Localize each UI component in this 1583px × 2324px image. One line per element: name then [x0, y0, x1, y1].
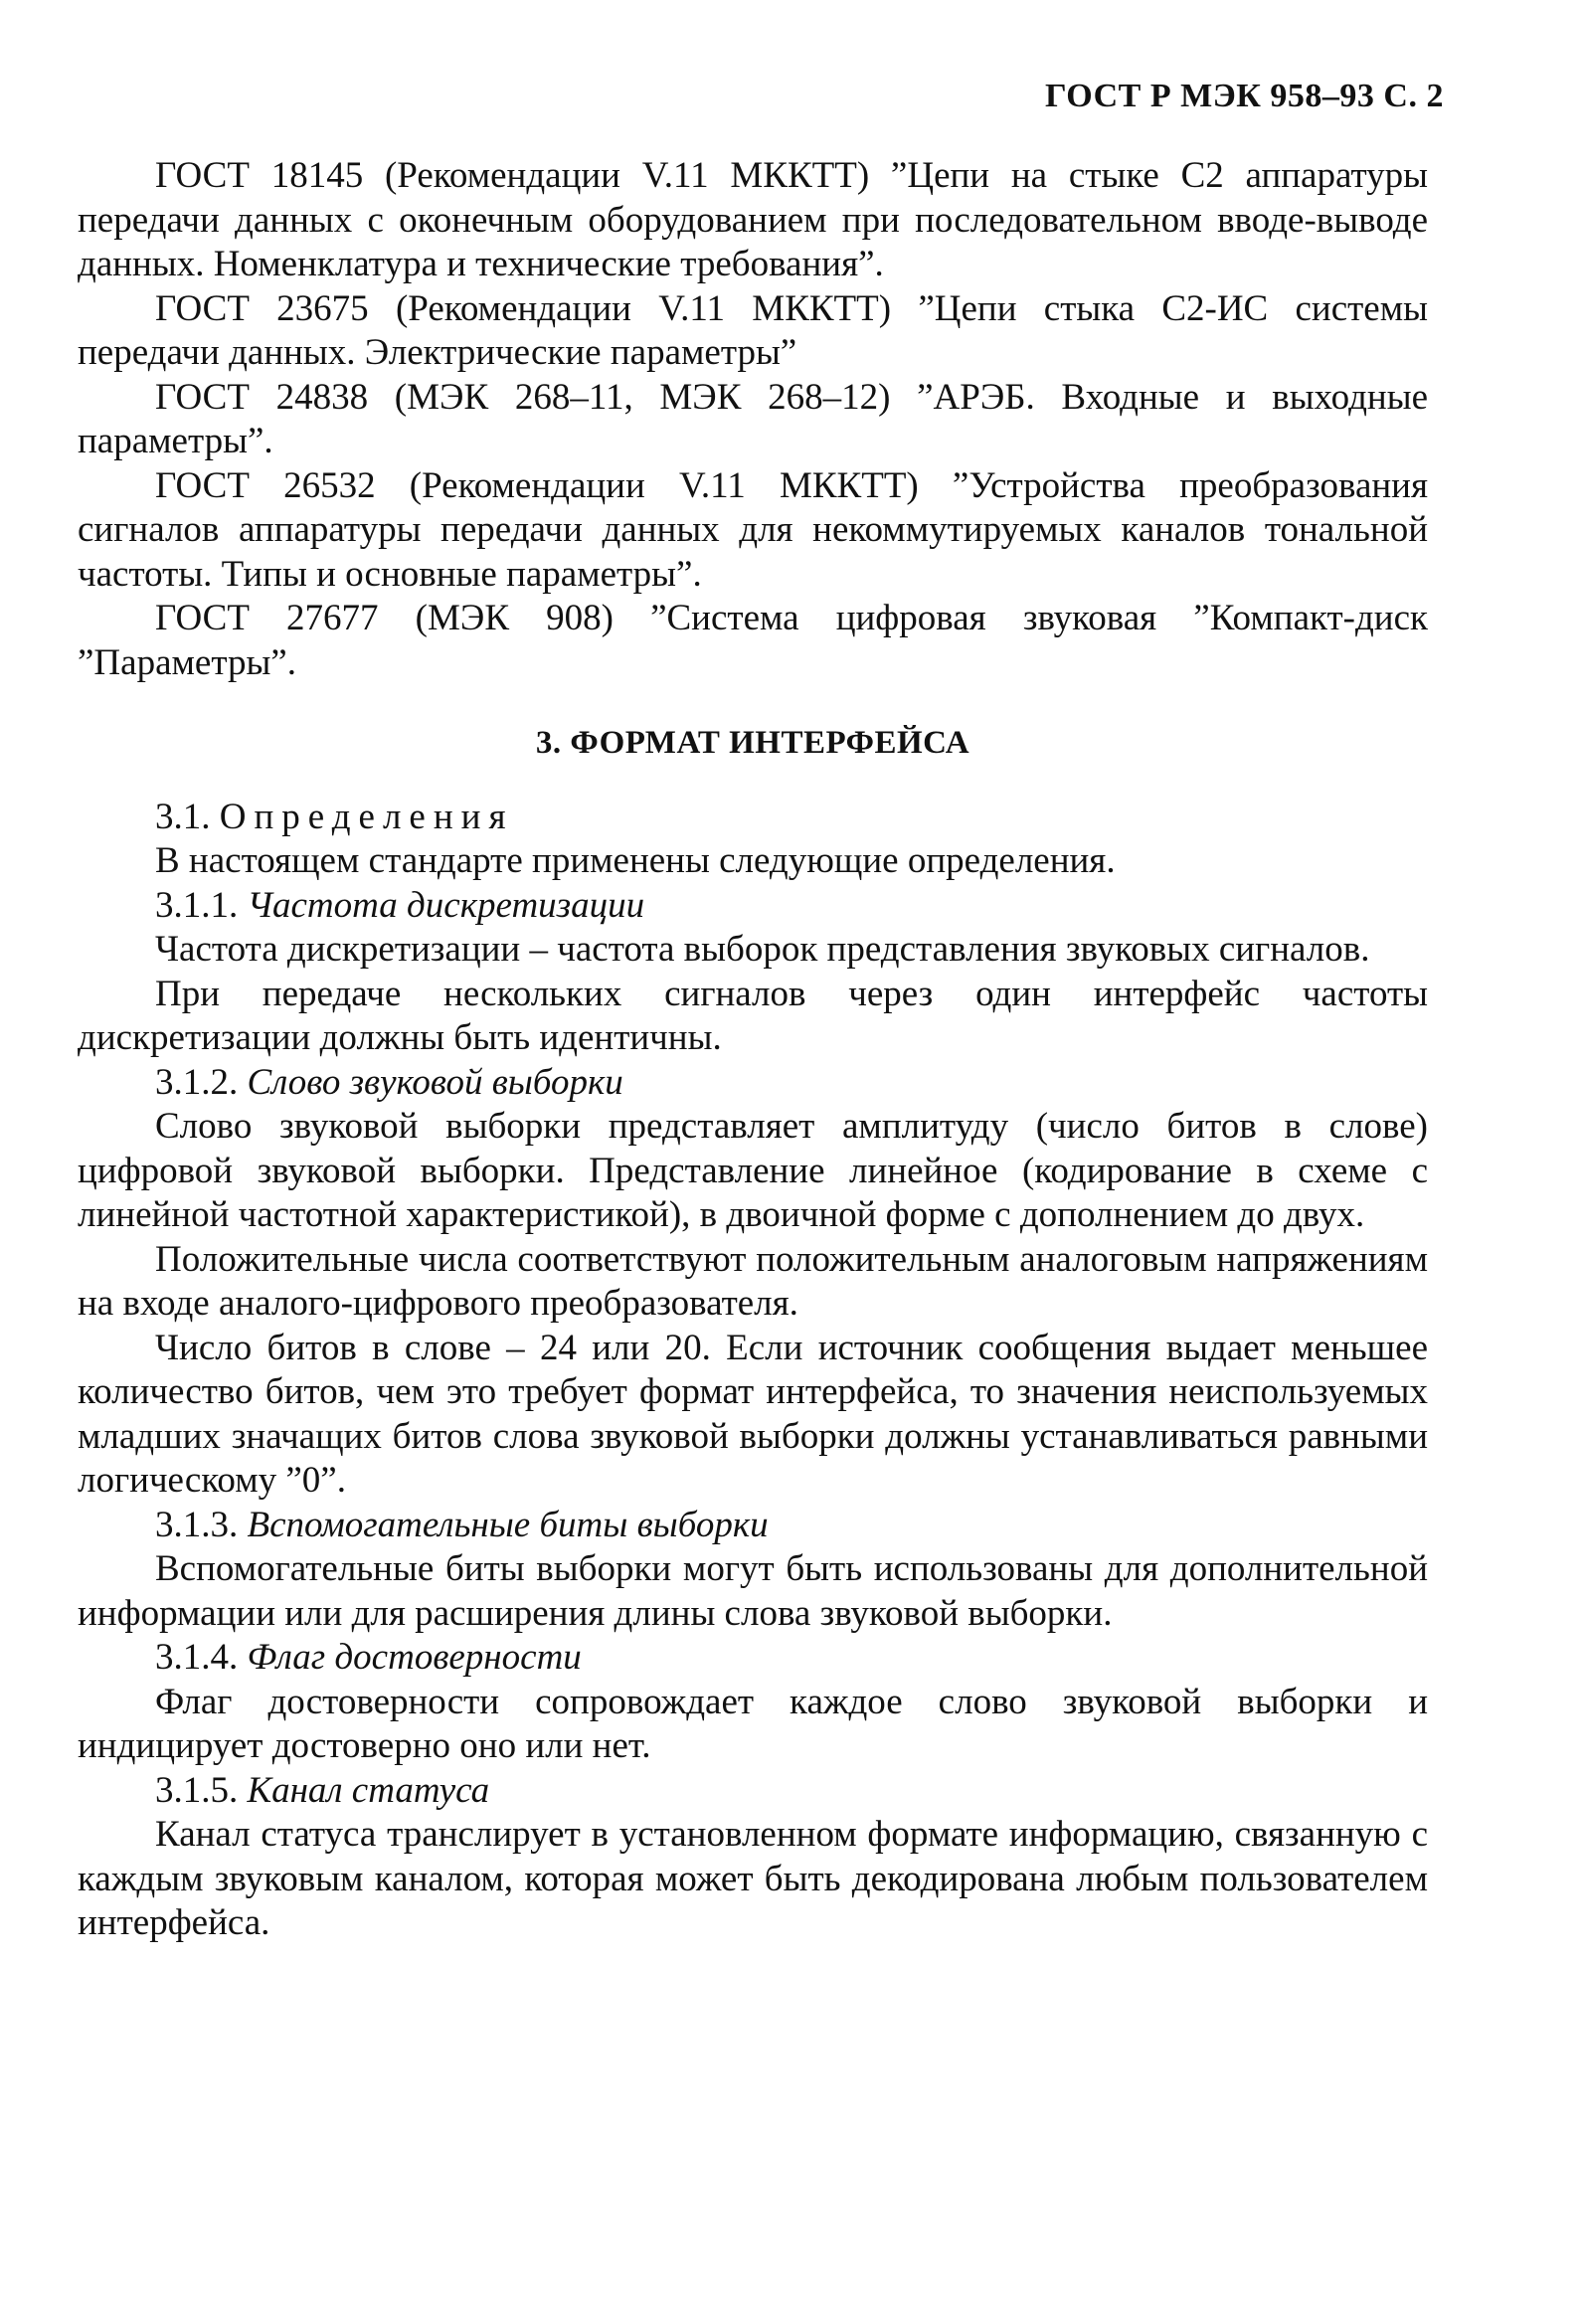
- document-body: [78, 154, 1428, 1946]
- definition-paragraph: Канал статуса транслирует в установленном формате информацию, связанную с каждым звуковым каналом, которая может быть декодирована любым пользователем интерфейса.: [78, 1814, 1428, 1943]
- definition-number: 3.1.4.: [155, 1637, 239, 1678]
- definition-heading: [78, 1769, 1428, 1814]
- definition-paragraph: Положительные числа соответствуют положительным аналоговым напряжениям на входе аналого-цифрового преобразователя.: [78, 1238, 1428, 1324]
- reference-gost-23675: ГОСТ 23675 (Рекомендации V.11 МККТТ) ”Цепи стыка С2-ИС системы передачи данных. Электрические параметры”: [78, 287, 1428, 373]
- definition-term: Слово звуковой выборки: [247, 1061, 623, 1103]
- definition-number: 3.1.5.: [155, 1769, 239, 1811]
- definition-term: Канал статуса: [247, 1769, 490, 1811]
- definition-heading: [78, 1061, 1428, 1106]
- section-intro: В настоящем стандарте применены следующие определения.: [155, 840, 1116, 881]
- definition-term: Флаг достоверности: [247, 1637, 582, 1678]
- definition-paragraph: Число битов в слове – 24 или 20. Если источник сообщения выдает меньшее количество битов, чем это требует формат интерфейса, то значения неиспользуемых младших значащих битов слова звуковой выборки должны устанавливаться равными логическому ”0”.: [78, 1327, 1428, 1501]
- reference-gost-26532: ГОСТ 26532 (Рекомендации V.11 МККТТ) ”Устройства преобразования сигналов аппаратуры передачи данных для некоммутируемых каналов тональной частоты. Типы и основные параметры”.: [78, 464, 1428, 595]
- subsection-heading: [78, 796, 1428, 840]
- definition-paragraph: При передаче нескольких сигналов через один интерфейс частоты дискретизации должны быть идентичны.: [78, 973, 1428, 1058]
- definition-heading: [78, 884, 1428, 929]
- definition-term: Частота дискретизации: [247, 884, 645, 926]
- definition-number: 3.1.2.: [155, 1061, 239, 1103]
- definition-paragraph: Флаг достоверности сопровождает каждое слово звуковой выборки и индицирует достоверно оно или нет.: [78, 1681, 1428, 1766]
- reference-gost-24838: ГОСТ 24838 (МЭК 268–11, МЭК 268–12) ”АРЭБ. Входные и выходные параметры”.: [78, 376, 1428, 461]
- subsection-title: Определения: [219, 796, 514, 837]
- definition-paragraph: Вспомогательные биты выборки могут быть использованы для дополнительной информации или для расширения длины слова звуковой выборки.: [78, 1548, 1428, 1634]
- reference-gost-18145: ГОСТ 18145 (Рекомендации V.11 МККТТ) ”Цепи на стыке С2 аппаратуры передачи данных с оконечным оборудованием при последовательном вводе-выводе данных. Номенклатура и технические требования”.: [78, 155, 1428, 284]
- definition-number: 3.1.3.: [155, 1504, 239, 1545]
- section-title: 3. ФОРМАТ ИНТЕРФЕЙСА: [535, 725, 970, 761]
- reference-gost-27677: ГОСТ 27677 (МЭК 908) ”Система цифровая звуковая ”Компакт-диск ”Параметры”.: [78, 598, 1428, 683]
- running-head: ГОСТ Р МЭК 958–93 С. 2: [1044, 78, 1444, 114]
- definition-term: Вспомогательные биты выборки: [247, 1504, 769, 1545]
- definition-number: 3.1.1.: [155, 884, 239, 926]
- definition-heading: [78, 1636, 1428, 1681]
- definition-heading: [78, 1504, 1428, 1548]
- subsection-number: 3.1.: [155, 796, 211, 837]
- definition-paragraph: Частота дискретизации – частота выборок представления звуковых сигналов.: [155, 929, 1370, 970]
- definition-paragraph: Слово звуковой выборки представляет амплитуду (число битов в слове) цифровой звуковой выборки. Представление линейное (кодирование в схеме с линейной частотной характеристикой), в двоичной форме с дополнением до двух.: [78, 1106, 1428, 1235]
